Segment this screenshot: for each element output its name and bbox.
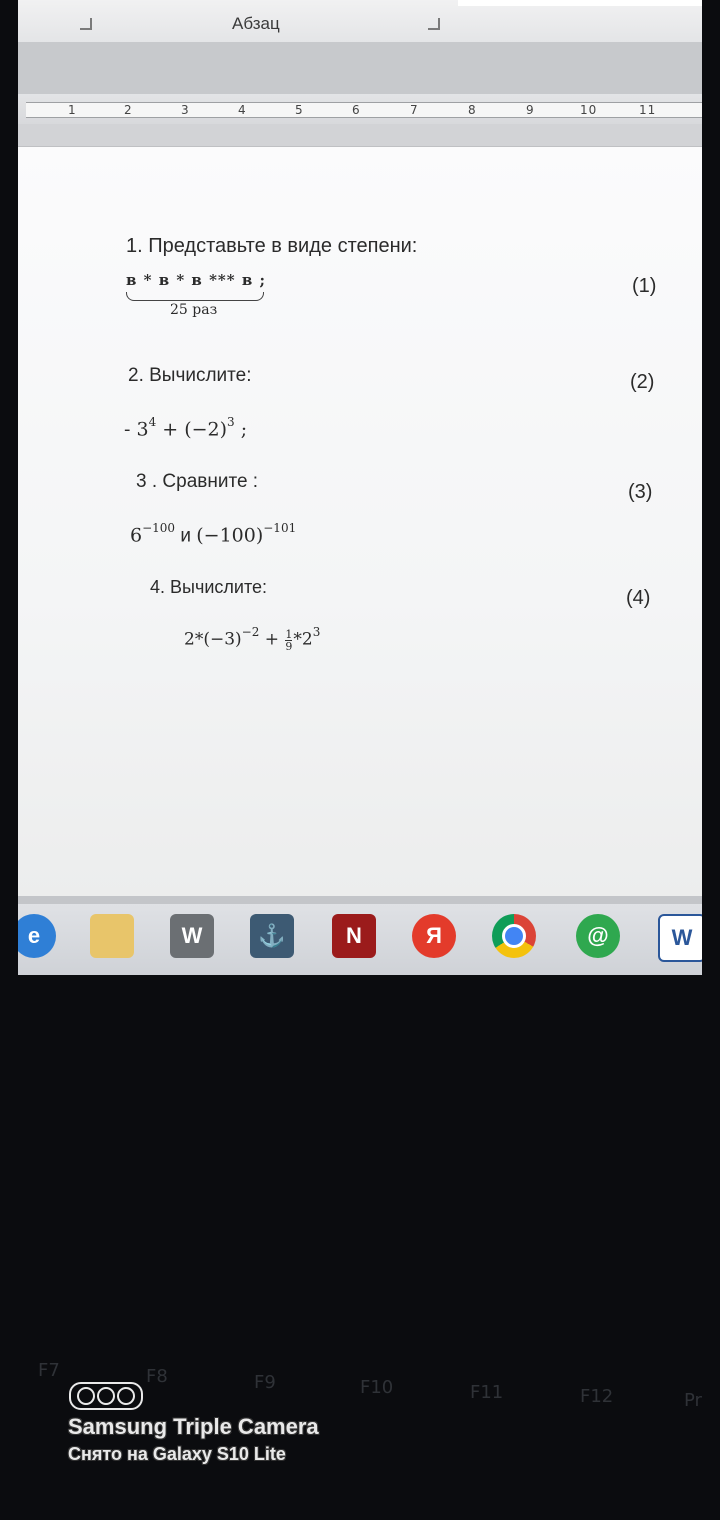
chrome-icon[interactable] [492, 914, 536, 958]
ribbon-gap [18, 42, 702, 94]
conjunction: и [175, 525, 197, 547]
ruler-number: 3 [181, 103, 190, 117]
ruler-number: 1 [68, 103, 77, 117]
expr-part: (−100) [196, 524, 264, 547]
ribbon-panel [458, 0, 702, 6]
key-print-screen: Pr [684, 1390, 702, 1411]
fraction [285, 629, 292, 652]
exponent: −100 [142, 521, 176, 535]
internet-explorer-icon[interactable]: e [18, 914, 56, 958]
key-f12: F12 [580, 1386, 614, 1407]
ribbon-group-paragraph: Абзац [232, 14, 280, 33]
dialog-launcher-icon[interactable] [80, 18, 92, 30]
question-1-number: (1) [632, 275, 657, 297]
underbrace-label: 25 раз [170, 302, 218, 318]
ruler-number: 11 [639, 103, 657, 117]
exponent: 4 [148, 415, 157, 429]
question-2-expression [124, 417, 247, 440]
red-app-icon[interactable]: N [332, 914, 376, 958]
page-gap [18, 124, 702, 146]
ruler-track [26, 102, 702, 118]
exponent: 3 [227, 415, 235, 429]
fraction-denominator: 9 [285, 639, 293, 653]
ruler[interactable] [18, 94, 702, 125]
expr-part: 6 [130, 524, 143, 547]
ruler-number: 4 [238, 103, 247, 117]
question-1-title: 1. Представьте в виде степени: [126, 235, 418, 257]
exponent: −2 [241, 625, 260, 639]
world-of-tanks-icon[interactable]: W [170, 914, 214, 958]
expr-part: - 3 [124, 418, 149, 441]
question-2-title: 2. Вычислите: [128, 365, 252, 386]
fraction-numerator: 1 [285, 627, 293, 641]
document-page[interactable] [18, 146, 702, 897]
ribbon [18, 0, 702, 43]
monitor-screen [18, 0, 702, 975]
key-f10: F10 [360, 1377, 394, 1398]
taskbar-divider [18, 896, 702, 904]
question-4-title: 4. Вычислите: [150, 577, 267, 597]
ruler-number: 8 [468, 103, 477, 117]
world-of-warships-icon[interactable]: ⚓ [250, 914, 294, 958]
key-f7: F7 [38, 1360, 60, 1381]
underbrace [126, 292, 264, 301]
exponent: 3 [312, 625, 321, 639]
expr-part: *2 [293, 629, 313, 650]
question-3-title: 3 . Сравните : [136, 471, 259, 492]
expr-part: + [259, 629, 285, 650]
key-f11: F11 [470, 1382, 504, 1403]
question-3-expression [130, 523, 296, 547]
exponent: −101 [263, 521, 297, 535]
question-3-number: (3) [628, 481, 653, 503]
key-f9: F9 [254, 1372, 276, 1393]
mail-agent-icon[interactable]: @ [576, 914, 620, 958]
ruler-number: 2 [124, 103, 133, 117]
yandex-icon[interactable]: Я [412, 914, 456, 958]
key-f8: F8 [146, 1366, 168, 1387]
expr-part: + (−2) [156, 418, 228, 441]
question-4-expression [184, 627, 320, 652]
watermark-title: Samsung Triple Camera [68, 1414, 319, 1439]
watermark-subtitle: Снято на Galaxy S10 Lite [68, 1444, 286, 1464]
ruler-number: 5 [295, 103, 304, 117]
word-icon[interactable]: W [658, 914, 702, 962]
question-1-expression: в * в * в *** в ; [126, 271, 267, 289]
question-4-number: (4) [626, 587, 651, 609]
ruler-number: 9 [526, 103, 535, 117]
taskbar [18, 904, 702, 975]
dialog-launcher-icon[interactable] [428, 18, 440, 30]
ruler-number: 7 [410, 103, 419, 117]
expr-part: ; [234, 418, 248, 441]
ruler-number: 10 [580, 103, 598, 117]
expr-part: 2*(−3) [184, 629, 242, 650]
question-2-number: (2) [630, 371, 655, 393]
file-explorer-icon[interactable] [90, 914, 134, 958]
camera-lens-icon [69, 1382, 143, 1410]
ruler-number: 6 [352, 103, 361, 117]
